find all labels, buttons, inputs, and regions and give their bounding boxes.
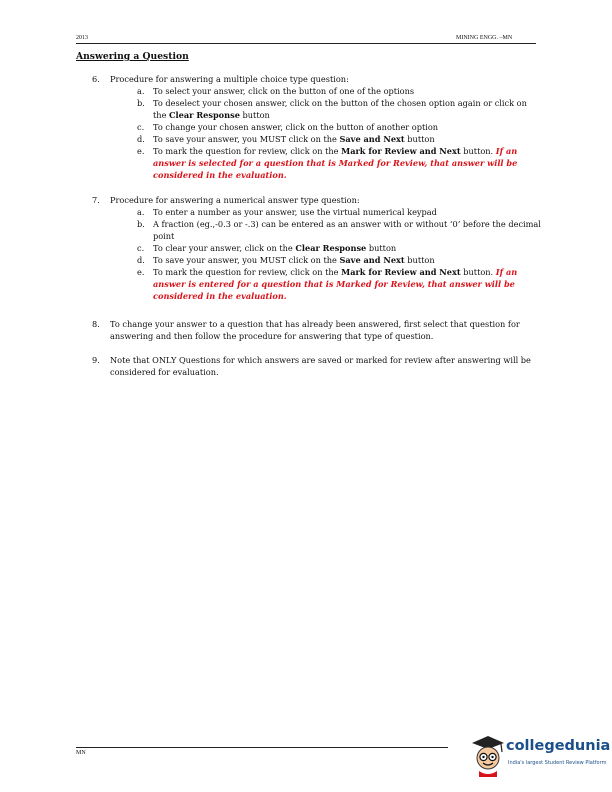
footer-divider <box>76 747 448 748</box>
question-number: 9. <box>92 355 100 365</box>
review-warning-note: If an answer is selected for a question that is Marked for Review, that answer will be considered in the evaluation. <box>153 146 518 180</box>
item-letter: c. <box>137 243 145 253</box>
item-letter: a. <box>137 207 145 217</box>
item-text: To change your chosen answer, click on the button of another option <box>153 122 439 132</box>
item-text: To save your answer, you MUST click on the <box>153 134 340 144</box>
question-7 <box>92 194 542 302</box>
instruction-item <box>137 266 542 302</box>
question-number: 6. <box>92 74 100 84</box>
instruction-item <box>137 133 542 145</box>
item-text: button. <box>460 267 496 277</box>
item-letter: b. <box>137 219 145 229</box>
question-9 <box>92 354 542 378</box>
item-letter: d. <box>137 255 145 265</box>
instruction-item <box>137 145 542 181</box>
question-stem: Procedure for answering a multiple choice type question: <box>110 74 349 84</box>
collegedunia-logo <box>468 733 611 777</box>
item-letter: a. <box>137 86 145 96</box>
review-warning-note: If an answer is entered for a question that is Marked for Review, that answer will be considered in the evaluation. <box>153 267 518 301</box>
header-paper-code: MINING ENGG. –MN <box>456 35 513 41</box>
item-text: To mark the question for review, click on the <box>153 146 342 156</box>
instruction-item <box>137 218 542 242</box>
header-divider <box>76 43 536 44</box>
item-text: button <box>366 243 397 253</box>
button-name-clear-response: Clear Response <box>295 243 367 253</box>
instruction-item <box>137 254 542 266</box>
button-name-mark-for-review: Mark for Review and Next <box>341 267 461 277</box>
instruction-item <box>137 85 542 97</box>
section-title: Answering a Question <box>76 51 189 62</box>
mascot-graduate-icon <box>468 733 508 777</box>
item-text: button <box>239 110 270 120</box>
question-stem: Procedure for answering a numerical answer type question: <box>110 195 360 205</box>
instruction-item <box>137 97 542 121</box>
item-text: To save your answer, you MUST click on the <box>153 255 340 265</box>
question-number: 8. <box>92 319 100 329</box>
item-letter: c. <box>137 122 145 132</box>
item-text: To mark the question for review, click on the <box>153 267 342 277</box>
item-letter: e. <box>137 267 145 277</box>
footer-code: MN <box>76 750 86 756</box>
logo-wordmark: collegedunia <box>506 738 611 754</box>
instruction-item <box>137 121 542 133</box>
item-text: button. <box>460 146 496 156</box>
button-name-save-and-next: Save and Next <box>339 255 405 265</box>
item-text: A fraction (eg.,-0.3 or -.3) can be entered as an answer with or without ‘0’ before the decimal point <box>153 219 541 241</box>
item-letter: d. <box>137 134 145 144</box>
question-stem: To change your answer to a question that has already been answered, first select that question for answering and then follow the procedure for answering that type of question. <box>110 319 520 341</box>
item-letter: e. <box>137 146 145 156</box>
instruction-item <box>137 242 542 254</box>
question-stem: Note that ONLY Questions for which answers are saved or marked for review after answering will be considered for evaluation. <box>110 355 531 377</box>
item-letter: b. <box>137 98 145 108</box>
item-text: To enter a number as your answer, use the virtual numerical keypad <box>153 207 437 217</box>
logo-tagline: India's largest Student Review Platform <box>508 760 607 766</box>
item-text: button <box>404 255 435 265</box>
item-text: button <box>404 134 435 144</box>
item-text: To select your answer, click on the button of one of the options <box>153 86 415 96</box>
question-number: 7. <box>92 195 100 205</box>
button-name-save-and-next: Save and Next <box>339 134 405 144</box>
question-8 <box>92 318 542 342</box>
item-text: To clear your answer, click on the <box>153 243 296 253</box>
instruction-item <box>137 206 542 218</box>
button-name-clear-response: Clear Response <box>169 110 240 120</box>
header-year: 2013 <box>76 35 88 41</box>
button-name-mark-for-review: Mark for Review and Next <box>341 146 461 156</box>
item-text: To deselect your chosen answer, click on the button of the chosen option again or click on the <box>153 98 527 120</box>
question-6 <box>92 73 542 181</box>
